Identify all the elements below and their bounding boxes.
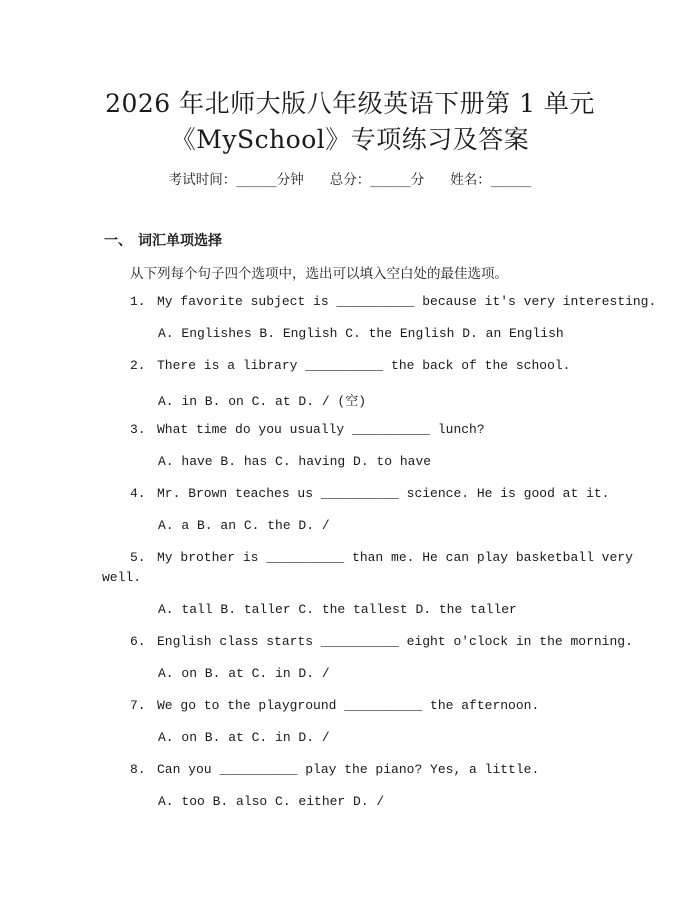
question-number: 8.: [130, 762, 146, 777]
question-text: My favorite subject is __________ because it's very interesting.: [157, 294, 657, 309]
title-line-2: 《MySchool》专项练习及答案: [170, 125, 530, 154]
question-6-options: A. on B. at C. in D. /: [158, 666, 330, 681]
question-5: [130, 550, 633, 565]
question-8-options: A. too B. also C. either D. /: [158, 794, 385, 809]
instruction-text: 从下列每个句子四个选项中，选出可以填入空白处的最佳选项。: [130, 266, 508, 282]
question-number: 7.: [130, 698, 146, 713]
question-text: What time do you usually __________ lunch?: [157, 422, 485, 437]
question-5-options: A. tall B. taller C. the tallest D. the taller: [158, 602, 517, 617]
question-text: My brother is __________ than me. He can play basketball very: [157, 550, 633, 565]
question-6: [130, 634, 633, 649]
question-text: Can you __________ play the piano? Yes, a little.: [157, 762, 540, 777]
question-5-continuation: well.: [102, 570, 142, 585]
question-1-options: A. Englishes B. English C. the English D. an English: [158, 326, 564, 341]
title-line-1: 2026 年北师大版八年级英语下册第 1 单元: [105, 89, 595, 118]
student-name: 姓名：______: [450, 172, 532, 188]
question-number: 2.: [130, 358, 146, 373]
section-heading: [104, 230, 222, 250]
question-8: [130, 762, 539, 777]
question-text: English class starts __________ eight o'clock in the morning.: [157, 634, 633, 649]
question-number: 3.: [130, 422, 146, 437]
question-2: [130, 358, 570, 373]
question-7-options: A. on B. at C. in D. /: [158, 730, 330, 745]
total-score: 总分：______分: [329, 172, 425, 188]
question-number: 4.: [130, 486, 146, 501]
question-1: [130, 294, 656, 309]
section-title: 词汇单项选择: [138, 233, 222, 249]
question-2-options: A. in B. on C. at D. / (空): [158, 394, 367, 409]
question-3-options: A. have B. has C. having D. to have: [158, 454, 432, 469]
question-3: [130, 422, 485, 437]
question-text: We go to the playground __________ the afternoon.: [157, 698, 540, 713]
exam-meta: [0, 168, 700, 188]
section-number: 一、: [104, 233, 132, 249]
question-4: [130, 486, 609, 501]
question-number: 6.: [130, 634, 146, 649]
question-text: There is a library __________ the back of the school.: [157, 358, 571, 373]
exam-time: 考试时间：______分钟: [168, 172, 304, 188]
question-number: 5.: [130, 550, 146, 565]
question-7: [130, 698, 539, 713]
question-4-options: A. a B. an C. the D. /: [158, 518, 330, 533]
question-text: Mr. Brown teaches us __________ science. He is good at it.: [157, 486, 610, 501]
question-number: 1.: [130, 294, 146, 309]
